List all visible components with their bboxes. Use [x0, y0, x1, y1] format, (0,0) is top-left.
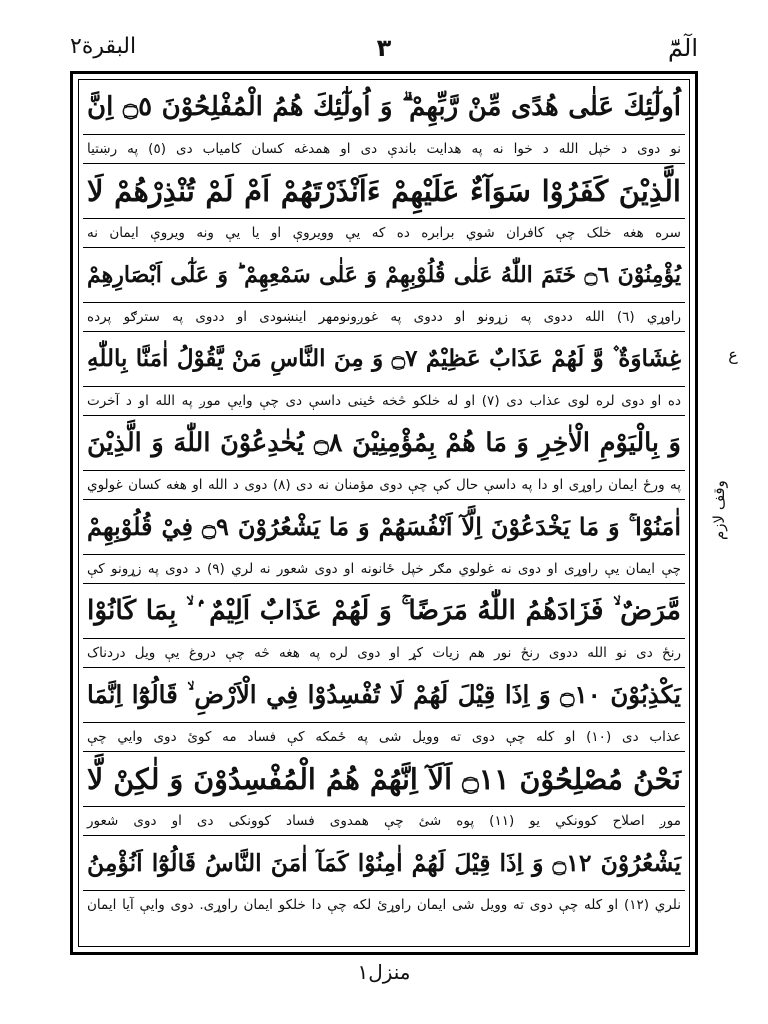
translation-line: نلري (١٢) او کله چې دوی ته وويل شی ايمان راوړئ لکه چې دا خلکو ايمان راوړی. دوی وايې آيا ايمان — [87, 897, 682, 913]
translation-line: په ورځ ايمان راوړی او دا په داسې حال کې چې دوی مؤمنان نه دی (٨) دوی د الله او هغه کسان غولوي — [83, 471, 685, 500]
arabic-line: وَ بِالْيَوْمِ الْاٰخِرِ وَ مَا هُمْ بِمُؤْمِنِيْنَ ۝٨ يُخٰدِعُوْنَ اللّٰهَ وَ الَّذِيْنَ — [83, 416, 685, 471]
page-number: ٣ — [376, 34, 392, 62]
arabic-line: الَّذِيْنَ كَفَرُوْا سَوَآءٌ عَلَيْهِمْ ءَاَنْذَرْتَهُمْ اَمْ لَمْ تُنْذِرْهُمْ لَا — [83, 164, 685, 219]
arabic-line: اُولٰٓئِكَ عَلٰى هُدًى مِّنْ رَّبِّهِمْ ۗ وَ اُولٰٓئِكَ هُمُ الْمُفْلِحُوْنَ ۝٥ اِنَّ — [83, 80, 685, 135]
translation-line: عذاب دی (١٠) او کله چې دوی ته وويل شی په ځمکه کې فساد مه کوئ دوی وايي چې — [83, 723, 685, 752]
ruku-marker: ع — [728, 345, 738, 364]
translation-line: ده او دوی لره لوی عذاب دی (٧) او له خلکو څخه ځينی داسې دی چې وايې موږ په الله او د آخرت — [83, 387, 685, 416]
arabic-line: يَشْعُرُوْنَ ۝١٢ وَ اِذَا قِيْلَ لَهُمْ اٰمِنُوْا كَمَآ اٰمَنَ النَّاسُ قَالُوْٓا اَنُؤْمِنُ — [83, 836, 685, 891]
waqf-note: وقف لازم — [710, 480, 728, 540]
text-frame — [70, 71, 698, 955]
translation-line: موږ اصلاح کوونکي يو (١١) پوه شئ چې همدوی فساد کوونکی دی او دوی شعور — [83, 807, 685, 836]
arabic-line: غِشَاوَةٌ ۫ وَّ لَهُمْ عَذَابٌ عَظِيْمٌ ۝٧ وَ مِنَ النَّاسِ مَنْ يَّقُوْلُ اٰمَنَّا بِاللّٰهِ — [83, 332, 685, 387]
arabic-line: يُؤْمِنُوْنَ ۝٦ خَتَمَ اللّٰهُ عَلٰى قُلُوْبِهِمْ وَ عَلٰى سَمْعِهِمْ ؕ وَ عَلٰٓى اَبْصَارِهِمْ — [83, 248, 685, 303]
text-lines — [79, 80, 689, 946]
page-header — [70, 34, 698, 68]
manzil-footer: منزل١ — [357, 960, 411, 984]
text-frame-inner — [78, 79, 690, 947]
arabic-line: مَّرَضٌ ۙ فَزَادَهُمُ اللّٰهُ مَرَضًا ۚ وَ لَهُمْ عَذَابٌ اَلِيْمٌ ۢ ۙ بِمَا كَانُوْا — [83, 584, 685, 639]
arabic-line: نَحْنُ مُصْلِحُوْنَ ۝١١ اَلَآ اِنَّهُمْ هُمُ الْمُفْسِدُوْنَ وَ لٰكِنْ لَّا — [83, 752, 685, 807]
surah-name: البقرة٢ — [70, 34, 137, 59]
translation-line: رنځ دی نو الله ددوی رنځ نور هم زيات کړ او دوی لره په هغه څه چې دروغ يې ويل دردناک — [83, 639, 685, 668]
translation-line: چې ايمان يې راوړی او دوی نه غولوي مګر خپل ځانونه او دوی شعور نه لري (٩) د دوی په زړونو کې — [83, 555, 685, 584]
arabic-line: اٰمَنُوْا ۚ وَ مَا يَخْدَعُوْنَ اِلَّآ اَنْفُسَهُمْ وَ مَا يَشْعُرُوْنَ ۝٩ فِيْ قُلُوْبِهِمْ — [83, 500, 685, 555]
translation-line: سره هغه خلک چې کافران شوي برابره ده که يې وويروې او يا يې ونه ويروې ايمان نه — [83, 219, 685, 248]
translation-line: نو دوی د خپل الله د خوا نه په هدايت باندې دی او همدغه کسان کامياب دی (٥) په رښتيا — [83, 135, 685, 164]
translation-line: راوړي (٦) الله ددوی په زړونو او ددوی په غوږونومهر اينښودی او ددوی په سترګو پرده — [83, 303, 685, 332]
arabic-line: يَكْذِبُوْنَ ۝١٠ وَ اِذَا قِيْلَ لَهُمْ لَا تُفْسِدُوْا فِي الْاَرْضِ ۙ قَالُوْٓا اِنَّمَا — [83, 668, 685, 723]
para-name: الٓمّٓ — [668, 34, 698, 62]
